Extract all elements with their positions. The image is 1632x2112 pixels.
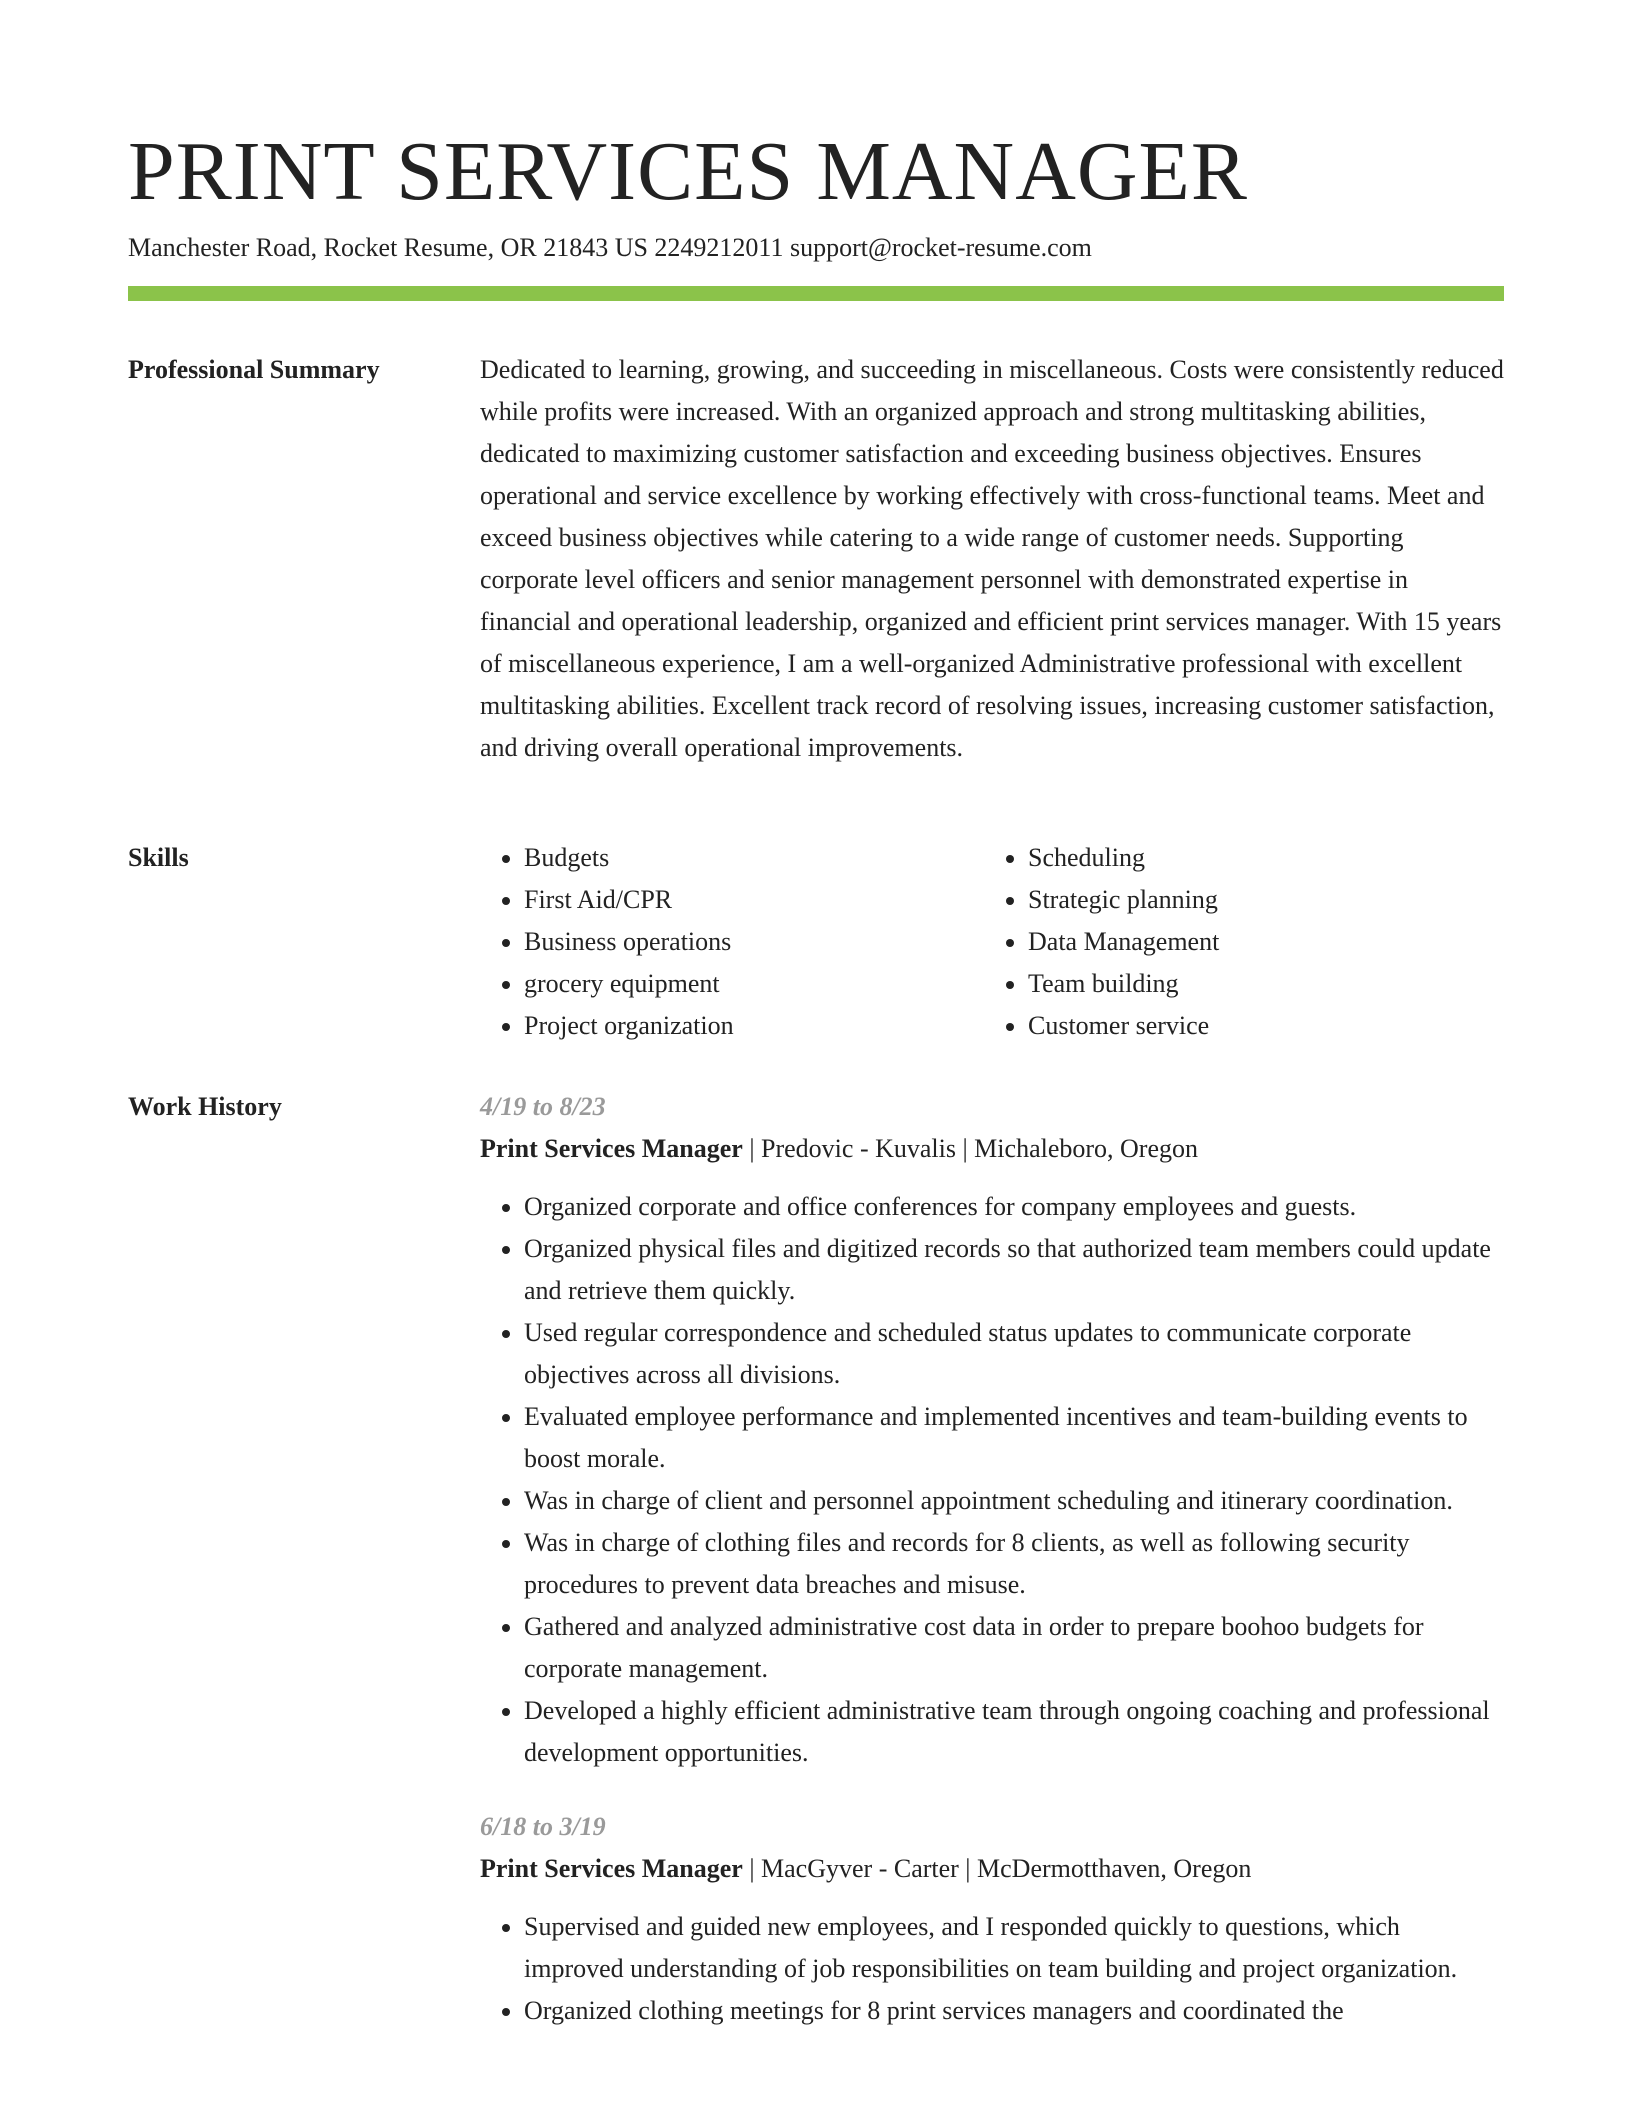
skill-item: • Scheduling <box>1028 837 1488 879</box>
contact-line: Manchester Road, Rocket Resume, OR 21843 US 2249212011 support@rocket-resume.com <box>128 233 1092 262</box>
accent-divider <box>128 286 1504 301</box>
summary-text: Dedicated to learning, growing, and succeeding in miscellaneous. Costs were consistently reduced while profits were increased. With an organized approach and strong multitasking abilities, dedicated to maximizing customer satisfaction and exceeding business objectives. Ensures operational and service excellence by working effectively with cross-functional teams. Meet and exceed business objectives while catering to a wide range of customer needs. Supporting corporate level officers and senior management personnel with demonstrated expertise in financial and operational leadership, organized and efficient print services manager. With 15 years of miscellaneous experience, I am a well-organized Administrative professional with excellent multitasking abilities. Excellent track record of resolving issues, increasing customer satisfaction, and driving overall operational improvements. <box>480 355 1504 762</box>
job-heading <box>480 1128 1504 1170</box>
skills-grid <box>480 837 1504 1047</box>
duty-item: • Supervised and guided new employees, and I responded quickly to questions, which improved understanding of job responsibilities on team building and project organization. <box>524 1906 1504 1990</box>
job-duties <box>480 1186 1504 1774</box>
duty-item: • Gathered and analyzed administrative cost data in order to prepare boohoo budgets for corporate management. <box>524 1606 1504 1690</box>
job-employer-location: | Predovic - Kuvalis | Michaleboro, Oregon <box>742 1134 1199 1163</box>
skill-item: • grocery equipment <box>524 963 984 1005</box>
job-duties <box>480 1906 1504 2032</box>
job-employer-location: | MacGyver - Carter | McDermotthaven, Oregon <box>742 1854 1252 1883</box>
duty-item: • Organized clothing meetings for 8 print services managers and coordinated the <box>524 1990 1504 2032</box>
skills-column-right <box>984 837 1488 1047</box>
work-history-body <box>480 1086 1504 2032</box>
skill-item: • Budgets <box>524 837 984 879</box>
skill-item: • Team building <box>1028 963 1488 1005</box>
resume-title: PRINT SERVICES MANAGER <box>128 125 1248 218</box>
duty-item: • Evaluated employee performance and implemented incentives and team-building events to boost morale. <box>524 1396 1504 1480</box>
duty-item: • Was in charge of clothing files and records for 8 clients, as well as following security procedures to prevent data breaches and misuse. <box>524 1522 1504 1606</box>
job-dates: 4/19 to 8/23 <box>480 1092 606 1121</box>
skills-column-left <box>480 837 984 1047</box>
summary-body <box>480 349 1504 769</box>
skills-heading: Skills <box>128 843 189 872</box>
skill-item: • First Aid/CPR <box>524 879 984 921</box>
skill-item: • Business operations <box>524 921 984 963</box>
duty-item: • Used regular correspondence and scheduled status updates to communicate corporate objectives across all divisions. <box>524 1312 1504 1396</box>
job-title: Print Services Manager <box>480 1134 743 1163</box>
summary-heading: Professional Summary <box>128 355 380 384</box>
work-history-heading: Work History <box>128 1092 282 1121</box>
skills-body <box>480 837 1504 1047</box>
job-dates: 6/18 to 3/19 <box>480 1812 606 1841</box>
skill-item: • Project organization <box>524 1005 984 1047</box>
job-heading <box>480 1848 1504 1890</box>
skill-item: • Data Management <box>1028 921 1488 963</box>
job-entry <box>480 1086 1504 1774</box>
duty-item: • Developed a highly efficient administrative team through ongoing coaching and professional development opportunities. <box>524 1690 1504 1774</box>
duty-item: • Organized corporate and office conferences for company employees and guests. <box>524 1186 1504 1228</box>
duty-item: • Was in charge of client and personnel appointment scheduling and itinerary coordination. <box>524 1480 1504 1522</box>
job-title: Print Services Manager <box>480 1854 743 1883</box>
duty-item: • Organized physical files and digitized records so that authorized team members could update and retrieve them quickly. <box>524 1228 1504 1312</box>
skill-item: • Strategic planning <box>1028 879 1488 921</box>
job-entry <box>480 1806 1504 2032</box>
skill-item: • Customer service <box>1028 1005 1488 1047</box>
